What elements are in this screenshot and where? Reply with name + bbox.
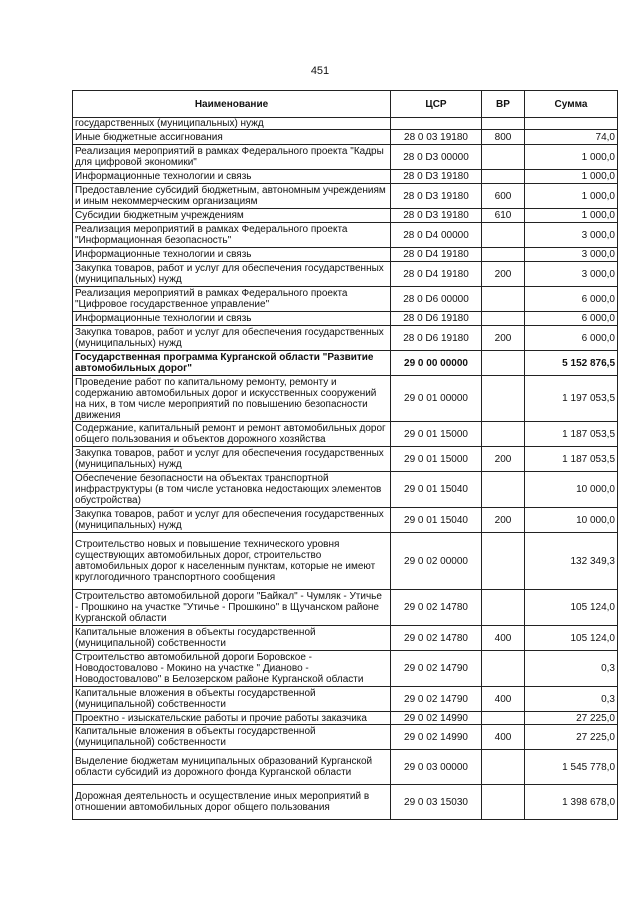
row-name: Информационные технологии и связь bbox=[73, 248, 391, 262]
table-row bbox=[73, 262, 618, 287]
row-csr: 29 0 03 15030 bbox=[391, 785, 482, 820]
row-name: Обеспечение безопасности на объектах транспортной инфраструктуры (в том числе установка недостающих элементов обустройства) bbox=[73, 472, 391, 508]
row-sum: 5 152 876,5 bbox=[525, 351, 618, 376]
table-row bbox=[73, 533, 618, 590]
table-row bbox=[73, 145, 618, 170]
header-name: Наименование bbox=[73, 91, 391, 118]
budget-table bbox=[72, 90, 618, 820]
row-vr: 400 bbox=[482, 687, 525, 712]
row-vr bbox=[482, 118, 525, 130]
row-csr: 29 0 02 00000 bbox=[391, 533, 482, 590]
row-csr: 29 0 03 00000 bbox=[391, 750, 482, 785]
row-sum: 0,3 bbox=[525, 651, 618, 687]
table-row bbox=[73, 712, 618, 725]
row-csr: 29 0 02 14990 bbox=[391, 725, 482, 750]
row-name: Строительство автомобильной дороги "Байкал" - Чумляк - Утичье - Прошкино на участке "Утичье - Прошкино" в Щучанском районе Курганской области bbox=[73, 590, 391, 626]
row-csr: 29 0 02 14790 bbox=[391, 651, 482, 687]
row-sum: 1 398 678,0 bbox=[525, 785, 618, 820]
row-csr: 28 0 D4 19180 bbox=[391, 248, 482, 262]
row-sum: 1 000,0 bbox=[525, 170, 618, 184]
table-row bbox=[73, 312, 618, 326]
row-vr: 200 bbox=[482, 447, 525, 472]
row-name: Капитальные вложения в объекты государственной (муниципальной) собственности bbox=[73, 626, 391, 651]
row-name: Закупка товаров, работ и услуг для обеспечения государственных (муниципальных) нужд bbox=[73, 262, 391, 287]
row-sum: 27 225,0 bbox=[525, 725, 618, 750]
row-sum bbox=[525, 118, 618, 130]
row-name: Реализация мероприятий в рамках Федерального проекта "Информационная безопасность" bbox=[73, 223, 391, 248]
row-name: Дорожная деятельность и осуществление иных мероприятий в отношении автомобильных дорог общего пользования bbox=[73, 785, 391, 820]
row-name: Иные бюджетные ассигнования bbox=[73, 130, 391, 145]
row-vr bbox=[482, 651, 525, 687]
row-sum: 74,0 bbox=[525, 130, 618, 145]
table-row bbox=[73, 472, 618, 508]
row-csr: 29 0 01 15040 bbox=[391, 508, 482, 533]
table-row bbox=[73, 508, 618, 533]
row-name: Закупка товаров, работ и услуг для обеспечения государственных (муниципальных) нужд bbox=[73, 326, 391, 351]
row-vr: 200 bbox=[482, 262, 525, 287]
row-vr bbox=[482, 145, 525, 170]
row-vr bbox=[482, 712, 525, 725]
row-name: Предоставление субсидий бюджетным, автономным учреждениям и иным некоммерческим организациям bbox=[73, 184, 391, 209]
row-sum: 132 349,3 bbox=[525, 533, 618, 590]
row-vr: 800 bbox=[482, 130, 525, 145]
header-vr: ВР bbox=[482, 91, 525, 118]
row-csr: 29 0 01 15000 bbox=[391, 447, 482, 472]
row-name: Проведение работ по капитальному ремонту, ремонту и содержанию автомобильных дорог и искусственных сооружений на них, в том числе мероприятий по повышению безопасности движения bbox=[73, 376, 391, 422]
table-header-row bbox=[73, 91, 618, 118]
table-row bbox=[73, 750, 618, 785]
row-name: Капитальные вложения в объекты государственной (муниципальной) собственности bbox=[73, 725, 391, 750]
row-vr bbox=[482, 376, 525, 422]
row-sum: 105 124,0 bbox=[525, 590, 618, 626]
row-vr bbox=[482, 785, 525, 820]
table-row bbox=[73, 376, 618, 422]
row-csr: 28 0 D3 19180 bbox=[391, 209, 482, 223]
row-name: Субсидии бюджетным учреждениям bbox=[73, 209, 391, 223]
row-vr bbox=[482, 422, 525, 447]
row-vr: 610 bbox=[482, 209, 525, 223]
table-row bbox=[73, 184, 618, 209]
table-row bbox=[73, 590, 618, 626]
row-vr bbox=[482, 750, 525, 785]
row-name: Капитальные вложения в объекты государственной (муниципальной) собственности bbox=[73, 687, 391, 712]
table-row bbox=[73, 651, 618, 687]
row-sum: 6 000,0 bbox=[525, 326, 618, 351]
row-vr bbox=[482, 351, 525, 376]
page-number: 451 bbox=[310, 65, 330, 77]
table-row bbox=[73, 209, 618, 223]
row-csr: 28 0 D4 19180 bbox=[391, 262, 482, 287]
row-sum: 6 000,0 bbox=[525, 287, 618, 312]
row-vr bbox=[482, 287, 525, 312]
row-sum: 1 187 053,5 bbox=[525, 422, 618, 447]
row-sum: 10 000,0 bbox=[525, 508, 618, 533]
row-name: Реализация мероприятий в рамках Федерального проекта "Кадры для цифровой экономики" bbox=[73, 145, 391, 170]
table-row bbox=[73, 422, 618, 447]
table-row bbox=[73, 785, 618, 820]
table-row bbox=[73, 326, 618, 351]
row-csr: 29 0 00 00000 bbox=[391, 351, 482, 376]
table-row bbox=[73, 687, 618, 712]
row-csr: 28 0 D3 19180 bbox=[391, 184, 482, 209]
row-name: Содержание, капитальный ремонт и ремонт автомобильных дорог общего пользования и объектов дорожного хозяйства bbox=[73, 422, 391, 447]
table-row bbox=[73, 351, 618, 376]
row-vr: 600 bbox=[482, 184, 525, 209]
row-vr: 200 bbox=[482, 508, 525, 533]
table-row bbox=[73, 626, 618, 651]
row-csr: 29 0 02 14780 bbox=[391, 590, 482, 626]
row-name: Строительство новых и повышение технического уровня существующих автомобильных дорог, строительство автомобильных дорог к населенным пунктам, которые не имеют круглогодичного транспортного сообщения bbox=[73, 533, 391, 590]
table-row bbox=[73, 287, 618, 312]
row-vr bbox=[482, 312, 525, 326]
row-name: Информационные технологии и связь bbox=[73, 312, 391, 326]
row-sum: 1 545 778,0 bbox=[525, 750, 618, 785]
header-csr: ЦСР bbox=[391, 91, 482, 118]
row-vr bbox=[482, 170, 525, 184]
row-vr: 400 bbox=[482, 626, 525, 651]
row-csr: 28 0 D4 00000 bbox=[391, 223, 482, 248]
row-csr: 29 0 01 00000 bbox=[391, 376, 482, 422]
row-sum: 3 000,0 bbox=[525, 223, 618, 248]
row-csr: 29 0 02 14790 bbox=[391, 687, 482, 712]
row-name: Проектно - изыскательские работы и прочие работы заказчика bbox=[73, 712, 391, 725]
row-vr bbox=[482, 223, 525, 248]
row-csr: 29 0 01 15000 bbox=[391, 422, 482, 447]
row-sum: 1 197 053,5 bbox=[525, 376, 618, 422]
row-vr bbox=[482, 248, 525, 262]
row-sum: 1 000,0 bbox=[525, 184, 618, 209]
table-row bbox=[73, 118, 618, 130]
row-csr: 28 0 D6 19180 bbox=[391, 326, 482, 351]
row-name: Информационные технологии и связь bbox=[73, 170, 391, 184]
row-sum: 1 187 053,5 bbox=[525, 447, 618, 472]
row-sum: 0,3 bbox=[525, 687, 618, 712]
row-sum: 3 000,0 bbox=[525, 248, 618, 262]
row-name: Закупка товаров, работ и услуг для обеспечения государственных (муниципальных) нужд bbox=[73, 447, 391, 472]
row-vr: 400 bbox=[482, 725, 525, 750]
row-sum: 3 000,0 bbox=[525, 262, 618, 287]
table-row bbox=[73, 170, 618, 184]
row-sum: 105 124,0 bbox=[525, 626, 618, 651]
row-sum: 1 000,0 bbox=[525, 145, 618, 170]
row-name: Выделение бюджетам муниципальных образований Курганской области субсидий из дорожного фонда Курганской области bbox=[73, 750, 391, 785]
row-csr: 28 0 D3 19180 bbox=[391, 170, 482, 184]
table-row bbox=[73, 447, 618, 472]
table-row bbox=[73, 248, 618, 262]
table-body bbox=[73, 118, 618, 820]
row-csr: 29 0 02 14990 bbox=[391, 712, 482, 725]
table-row bbox=[73, 223, 618, 248]
row-vr bbox=[482, 472, 525, 508]
row-csr: 28 0 D3 00000 bbox=[391, 145, 482, 170]
row-sum: 6 000,0 bbox=[525, 312, 618, 326]
row-sum: 1 000,0 bbox=[525, 209, 618, 223]
row-name: Реализация мероприятий в рамках Федерального проекта "Цифровое государственное управление" bbox=[73, 287, 391, 312]
table-row bbox=[73, 130, 618, 145]
row-csr bbox=[391, 118, 482, 130]
row-csr: 28 0 D6 19180 bbox=[391, 312, 482, 326]
row-name: Государственная программа Курганской области "Развитие автомобильных дорог" bbox=[73, 351, 391, 376]
row-name: Закупка товаров, работ и услуг для обеспечения государственных (муниципальных) нужд bbox=[73, 508, 391, 533]
row-sum: 10 000,0 bbox=[525, 472, 618, 508]
row-vr bbox=[482, 533, 525, 590]
row-csr: 29 0 02 14780 bbox=[391, 626, 482, 651]
header-sum: Сумма bbox=[525, 91, 618, 118]
row-csr: 28 0 D6 00000 bbox=[391, 287, 482, 312]
row-csr: 29 0 01 15040 bbox=[391, 472, 482, 508]
row-vr bbox=[482, 590, 525, 626]
table-row bbox=[73, 725, 618, 750]
row-vr: 200 bbox=[482, 326, 525, 351]
row-name: Строительство автомобильной дороги Боровское - Новодостовалово - Мокино на участке " Дианово - Новодостовалово" в Белозерском районе Курганской области bbox=[73, 651, 391, 687]
row-sum: 27 225,0 bbox=[525, 712, 618, 725]
row-name: государственных (муниципальных) нужд bbox=[73, 118, 391, 130]
row-csr: 28 0 03 19180 bbox=[391, 130, 482, 145]
